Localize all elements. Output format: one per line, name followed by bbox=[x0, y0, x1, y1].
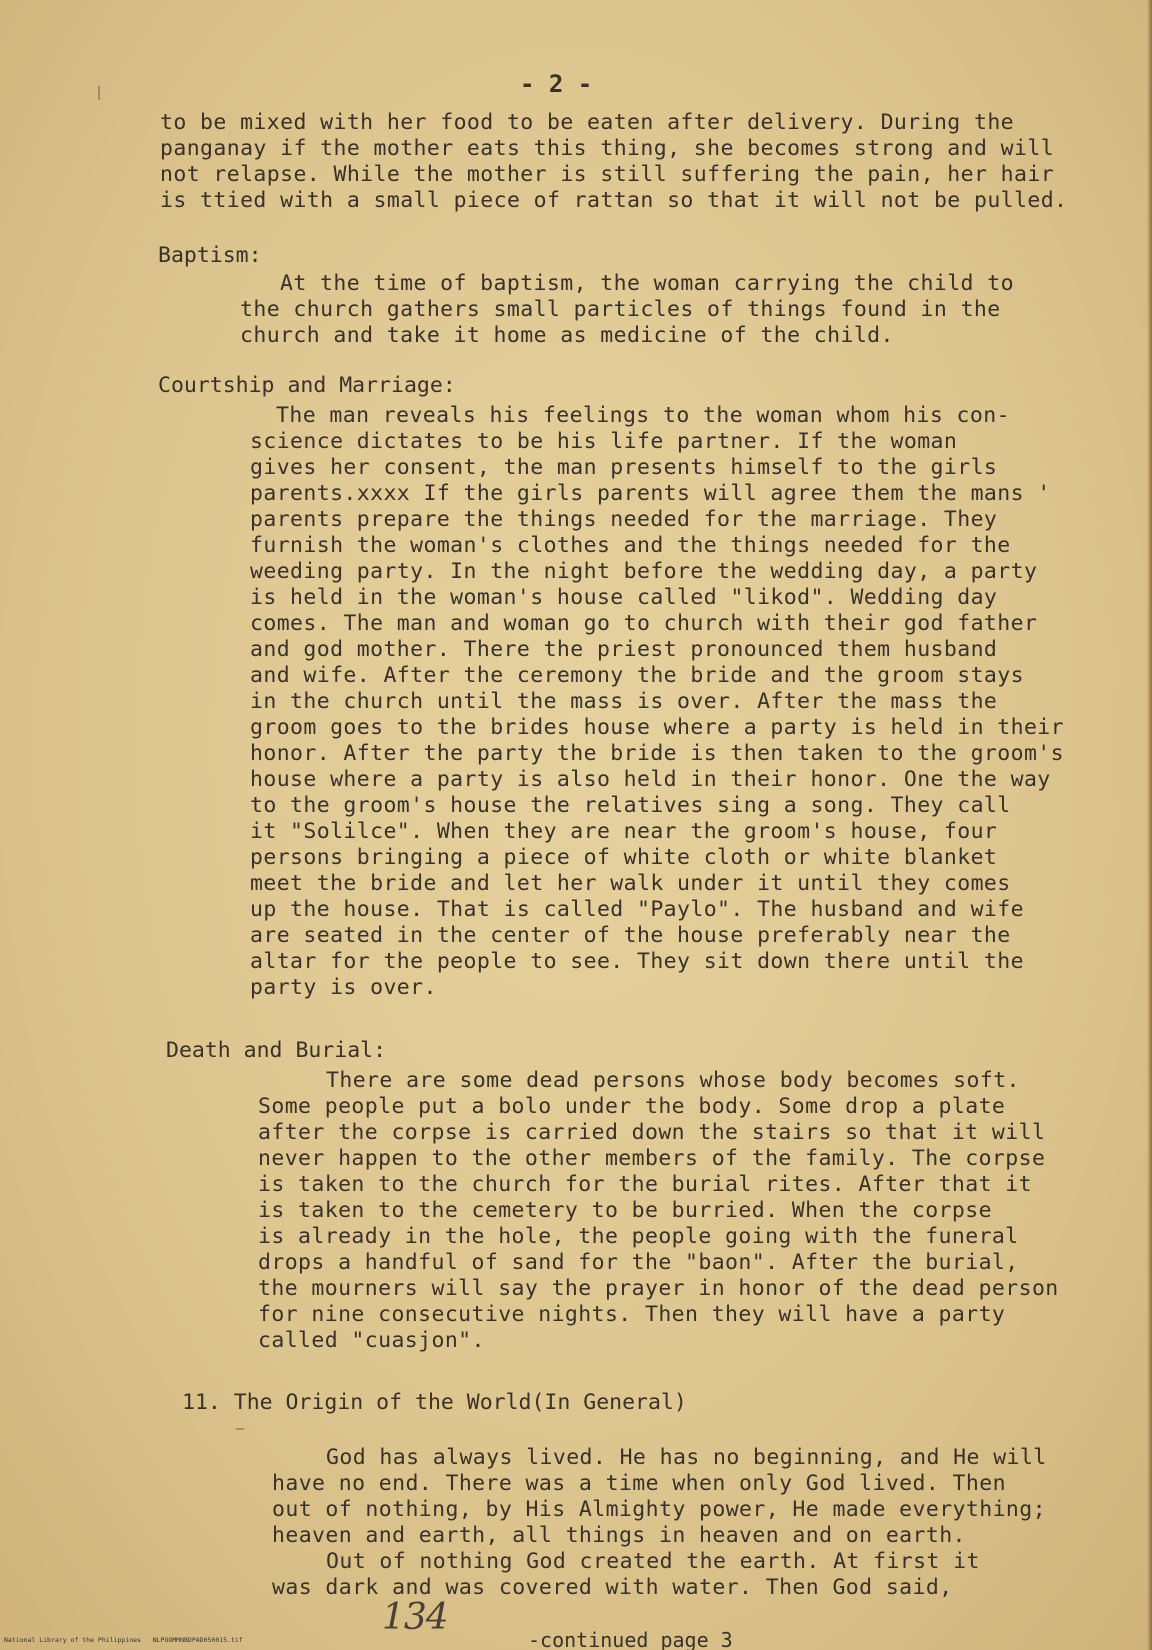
courtship-line: to the groom's house the relatives sing a song. They call bbox=[250, 793, 1011, 818]
courtship-line: honor. After the party the bride is then taken to the groom's bbox=[250, 741, 1064, 766]
origin-line: was dark and was covered with water. Then God said, bbox=[272, 1575, 953, 1600]
section-heading-death: Death and Burial: bbox=[166, 1038, 387, 1063]
origin-line: have no end. There was a time when only God lived. Then bbox=[272, 1471, 1006, 1496]
origin-line: heaven and earth, all things in heaven and on earth. bbox=[272, 1523, 966, 1548]
paragraph-line: to be mixed with her food to be eaten after delivery. During the bbox=[160, 110, 1015, 135]
courtship-line: altar for the people to see. They sit down there until the bbox=[250, 949, 1024, 974]
origin-line: out of nothing, by His Almighty power, He made everything; bbox=[272, 1497, 1046, 1522]
death-line: is taken to the cemetery to be burried. When the corpse bbox=[258, 1198, 992, 1223]
paragraph-line: panganay if the mother eats this thing, she becomes strong and will bbox=[160, 136, 1055, 161]
courtship-line: persons bringing a piece of white cloth or white blanket bbox=[250, 845, 998, 870]
handwritten-page-number: 134 bbox=[382, 1597, 448, 1638]
courtship-line: house where a party is also held in their honor. One the way bbox=[250, 767, 1051, 792]
death-line: the mourners will say the prayer in honor of the dead person bbox=[258, 1276, 1059, 1301]
courtship-line: parents prepare the things needed for the marriage. They bbox=[250, 507, 998, 532]
courtship-line: is held in the woman's house called "likod". Wedding day bbox=[250, 585, 998, 610]
death-line: is already in the hole, the people going with the funeral bbox=[258, 1224, 1019, 1249]
death-line: after the corpse is carried down the stairs so that it will bbox=[258, 1120, 1046, 1145]
courtship-line: comes. The man and woman go to church with their god father bbox=[250, 611, 1038, 636]
continued-note: -continued page 3 bbox=[528, 1628, 733, 1650]
courtship-line: gives her consent, the man presents himself to the girls bbox=[250, 455, 998, 480]
baptism-line: At the time of baptism, the woman carrying the child to bbox=[280, 271, 1014, 296]
courtship-line: in the church until the mass is over. After the mass the bbox=[250, 689, 998, 714]
courtship-line: up the house. That is called "Paylo". The husband and wife bbox=[250, 897, 1024, 922]
page-number: - 2 - bbox=[520, 70, 593, 98]
baptism-line: the church gathers small particles of things found in the bbox=[240, 297, 1001, 322]
paragraph-line: not relapse. While the mother is still suffering the pain, her hair bbox=[160, 162, 1055, 187]
courtship-line: science dictates to be his life partner. If the woman bbox=[250, 429, 958, 454]
page-edge-shadow bbox=[1147, 0, 1152, 1650]
courtship-line: weeding party. In the night before the wedding day, a party bbox=[250, 559, 1038, 584]
section-heading-baptism: Baptism: bbox=[158, 243, 262, 268]
death-line: Some people put a bolo under the body. Some drop a plate bbox=[258, 1094, 1006, 1119]
origin-line: Out of nothing God created the earth. At first it bbox=[326, 1549, 980, 1574]
courtship-line: party is over. bbox=[250, 975, 437, 1000]
death-line: called "cuasjon". bbox=[258, 1328, 485, 1353]
section-heading-courtship: Courtship and Marriage: bbox=[158, 373, 456, 398]
courtship-line: and god mother. There the priest pronounced them husband bbox=[250, 637, 998, 662]
death-line: is taken to the church for the burial rites. After that it bbox=[258, 1172, 1032, 1197]
courtship-line: furnish the woman's clothes and the things needed for the bbox=[250, 533, 1011, 558]
margin-mark bbox=[236, 1428, 244, 1430]
courtship-line: and wife. After the ceremony the bride and the groom stays bbox=[250, 663, 1024, 688]
baptism-line: church and take it home as medicine of the child. bbox=[240, 323, 894, 348]
courtship-line: are seated in the center of the house preferably near the bbox=[250, 923, 1011, 948]
death-line: for nine consecutive nights. Then they will have a party bbox=[258, 1302, 1006, 1327]
courtship-line: groom goes to the brides house where a party is held in their bbox=[250, 715, 1064, 740]
section-heading-origin: 11. The Origin of the World(In General) bbox=[182, 1390, 687, 1415]
death-line: never happen to the other members of the family. The corpse bbox=[258, 1146, 1046, 1171]
death-line: drops a handful of sand for the "baon". After the burial, bbox=[258, 1250, 1019, 1275]
courtship-line: The man reveals his feelings to the woman whom his con- bbox=[276, 403, 1010, 428]
archive-footer-stamp: National Library of the Philippines NLPOOMMNBDPAD050015.tif bbox=[4, 1636, 243, 1644]
courtship-line: meet the bride and let her walk under it until they comes bbox=[250, 871, 1011, 896]
death-line: There are some dead persons whose body becomes soft. bbox=[326, 1068, 1020, 1093]
origin-line: God has always lived. He has no beginning, and He will bbox=[326, 1445, 1047, 1470]
paragraph-line: is ttied with a small piece of rattan so that it will not be pulled. bbox=[160, 188, 1068, 213]
courtship-line: it "Solilce". When they are near the groom's house, four bbox=[250, 819, 998, 844]
margin-mark bbox=[98, 86, 100, 100]
courtship-line: parents.xxxx If the girls parents will agree them the mans ' bbox=[250, 481, 1051, 506]
